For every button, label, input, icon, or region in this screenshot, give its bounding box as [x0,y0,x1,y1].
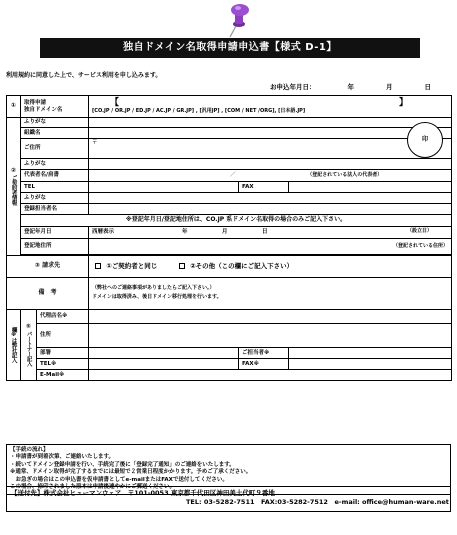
furigana-label: ふりがな [21,118,89,128]
domain-label-2: 独自ドメイン名 [24,106,63,113]
page-title: 独自ドメイン名取得申請申込書【様式 D-1】 [40,38,420,58]
partner-tel-input[interactable] [89,359,239,370]
rep-name-label: 代表者名/肩書 [21,170,89,182]
rep-note: （登記されている法人の代表者） [307,172,383,179]
reg-address-note: （登記されている住所） [393,243,449,250]
billing-label: 請求先 [42,262,61,270]
manager-input[interactable] [89,204,452,215]
remarks-line-1: （弊社へのご連絡事項がありましたらご記入下さい。） [92,285,215,292]
rep-title-input[interactable] [239,170,452,182]
domain-label-1: 取得申請 [24,100,47,107]
billing-label-cell [7,256,89,278]
domain-label-cell [21,96,89,118]
billing-other-label: ②その他（この欄にご記入下さい） [190,261,294,270]
partner-rep-input[interactable] [289,348,452,359]
partner-side-2 [21,310,37,381]
dept-input[interactable] [89,348,239,359]
date-year-label: 年 [347,83,354,91]
partner-address-input[interactable] [89,324,452,348]
section-5-number: ⑤ [25,323,32,331]
application-form-table [6,95,452,381]
rep-slash: ／ [229,172,236,179]
fax-input[interactable] [289,182,452,193]
registration-note: ※登記年月日/登記地住所は、CO.JP 系ドメイン名取得の場合のみご記入下さい。 [21,215,452,227]
bracket-open: 【 [110,98,120,109]
reg-month-label: 月 [222,229,228,236]
org-name-label: 組織名 [21,128,89,139]
flow-line-4: お急ぎの場合はこの申込書を仮申請書としてe-mailまたはFAXで送付してください。 [10,476,228,483]
partner-side-1 [7,310,21,381]
date-label: お申込年月日： [270,83,316,91]
address-input[interactable] [89,139,452,159]
billing-other-checkbox[interactable] [179,263,185,269]
date-month-label: 月 [386,83,393,91]
remarks-input[interactable] [89,278,452,310]
bracket-close: 】 [399,98,409,109]
furigana-input[interactable] [89,118,452,143]
partner-fax-input[interactable] [289,359,452,370]
tel-label: TEL [21,182,89,193]
flow-line-2: ・続いてドメイン登録申請を行い、手続完了後に「登録完了通知」のご連絡をいたします。 [10,461,235,468]
postal-mark: 〒 [92,140,98,146]
partner-side-label-2: パートナー記入 [25,330,32,366]
dept-label: 部署 [37,348,89,359]
section-3-number: ③ [34,262,40,270]
pushpin-icon [222,2,252,40]
partner-email-label: E-Mail※ [37,370,89,381]
seal-stamp-circle [407,122,443,158]
established-label: （設立日） [407,228,433,235]
reg-date-label: 登記年月日 [21,227,89,239]
billing-same-checkbox[interactable] [95,263,101,269]
partner-address-label: 住所 [37,324,89,348]
partner-side-label-1: 欄※は弊社記入 [10,327,17,363]
rep-furigana-input[interactable] [89,159,452,170]
remarks-line-2: ドメインは取得済み、後日ドメイン移行処理を行います。 [92,294,222,300]
reg-year-label: 年 [182,229,188,236]
agency-input[interactable] [89,310,452,324]
send-to-line-1: 【送付先】株式会社ヒューマンウェア 〒101-0053 東京都千代田区神田美土代町９番地 [11,489,275,497]
partner-email-input[interactable] [89,370,452,381]
domain-input-cell[interactable] [89,96,452,118]
flow-line-0: 【手続の流れ】 [10,447,49,453]
reg-address-input[interactable] [89,239,452,255]
reg-date-input[interactable] [89,227,452,239]
flow-line-3: ※通常、ドメイン取得が完了するまでには最短で２営業日程度かかります。予めご了承ください。 [10,469,252,476]
rep-furigana-label: ふりがな [21,159,89,170]
flow-line-5: この場合、捺印されました原本は申請後速やかにご郵送ください。 [10,484,176,491]
fax-label: FAX [239,182,289,193]
send-to-line-2: TEL: 03-5282-7511 FAX:03-5282-7512 e-mail: office@human-ware.net [186,498,449,507]
remarks-label: 備 考 [7,278,89,310]
rep-name-input[interactable] [89,170,239,182]
reg-address-label: 登記地住所 [21,239,89,255]
partner-tel-label: TEL※ [37,359,89,370]
agency-label: 代理店名※ [37,310,89,324]
era-label: 西暦表示 [92,229,115,236]
partner-fax-label: FAX※ [239,359,289,370]
billing-same-label: ①ご契約者と同じ [106,261,158,270]
manager-label: 登録担当者名 [21,204,89,215]
billing-options [89,256,452,278]
tel-input[interactable] [89,182,239,193]
org-name-input[interactable] [89,128,452,139]
seal-label: 印 [422,136,429,143]
application-date [270,84,450,91]
flow-line-1: ・申請書が到着次第、ご連絡いたします。 [10,454,115,461]
reg-day-label: 日 [262,229,268,236]
manager-furigana-label: ふりがな [21,193,89,204]
partner-rep-label: ご担当者※ [239,348,289,359]
address-label: ご住所 [21,139,89,159]
send-to-box [6,486,451,512]
intro-text: 利用規約に同意した上で、サービス利用を申し込みます。 [6,72,162,79]
section-2-number: ② [10,167,17,175]
manager-furigana-input[interactable] [89,193,452,204]
section-1-number: ① [7,96,21,118]
section-2-side [7,118,21,256]
date-day-label: 日 [424,83,431,91]
section-2-side-label: ご契約者情報 [10,174,17,205]
domain-options: [CO.JP / OR.JP / ED.JP / AC.JP / GR.JP] , [汎用JP] , [COM / NET /ORG], [日本語.JP] [92,107,306,114]
